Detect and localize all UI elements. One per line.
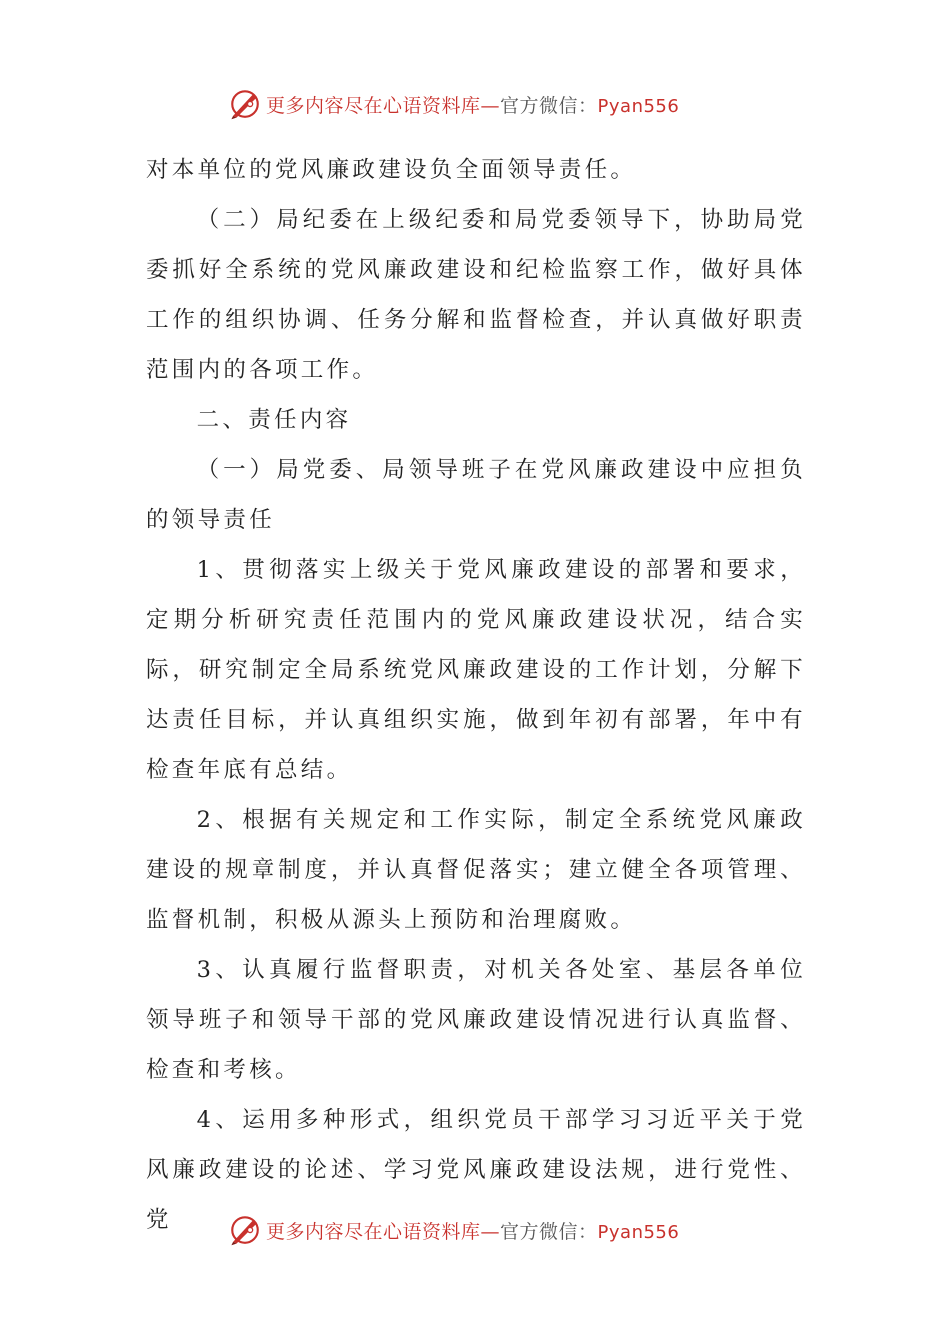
footer-banner [0, 1208, 950, 1252]
banner-site-text: 更多内容尽在心语资料库 [266, 1220, 481, 1243]
banner-wechat-id: Pyan556 [597, 95, 680, 117]
banner-text [266, 1217, 679, 1244]
section-heading-responsibility-content: 二、责任内容 [196, 407, 352, 433]
banner-dash: — [480, 94, 501, 117]
document-body [146, 145, 806, 1245]
list-item-2: 2、根据有关规定和工作实际，制定全系统党风廉政建设的规章制度，并认真督促落实；建立健全各项管理、监督机制，积极从源头上预防和治理腐败。 [146, 807, 806, 933]
banner-text [266, 91, 679, 118]
banner-official-label: 官方微信： [500, 1220, 598, 1243]
pen-logo-icon [228, 1213, 262, 1247]
list-item-4: 4、运用多种形式，组织党员干部学习习近平关于党风廉政建设的论述、学习党风廉政建设法规，进行党性、党 [146, 1107, 806, 1233]
paragraph-2: （二）局纪委在上级纪委和局党委领导下，协助局党委抓好全系统的党风廉政建设和纪检监察工作，做好具体工作的组织协调、任务分解和监督检查，并认真做好职责范围内的各项工作。 [146, 207, 806, 383]
banner-official-label: 官方微信： [500, 94, 598, 117]
banner-wechat-id: Pyan556 [597, 1221, 680, 1243]
header-banner [0, 82, 950, 126]
pen-logo-icon [228, 87, 262, 121]
list-item-1: 1、贯彻落实上级关于党风廉政建设的部署和要求，定期分析研究责任范围内的党风廉政建设状况，结合实际，研究制定全局系统党风廉政建设的工作计划，分解下达责任目标，并认真组织实施，做到年初有部署，年中有检查年底有总结。 [146, 557, 806, 783]
banner-site-text: 更多内容尽在心语资料库 [266, 94, 481, 117]
list-item-3: 3、认真履行监督职责，对机关各处室、基层各单位领导班子和领导干部的党风廉政建设情况进行认真监督、检查和考核。 [146, 957, 806, 1083]
paragraph-1: 对本单位的党风廉政建设负全面领导责任。 [146, 157, 637, 183]
banner-dash: — [480, 1220, 501, 1243]
subsection-heading-1: （一）局党委、局领导班子在党风廉政建设中应担负的领导责任 [146, 457, 806, 533]
